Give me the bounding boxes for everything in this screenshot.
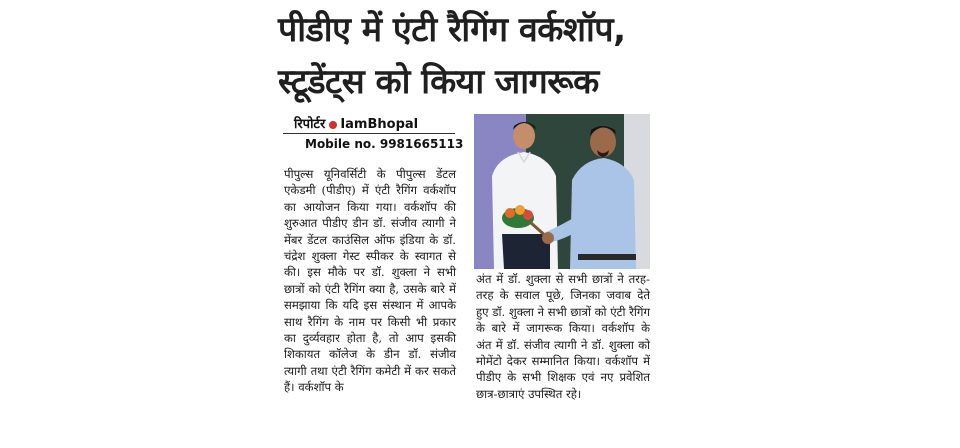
headline bbox=[278, 4, 658, 108]
article-column-1: पीपुल्स यूनिवर्सिटी के पीपुल्स डेंटल एकेडमी (पीडीए) में एंटी रैगिंग वर्कशॉप का आयोजन किया गया। वर्कशॉप की शुरुआत पीडीए डीन डॉ. संजीव त्यागी ने मेंबर डेंटल काउंसिल ऑफ इंडिया के डॉ. चंद्रेश शुक्ला गेस्ट स्पीकर के स्वागत से की। इस मौके पर डॉ. शुक्ला ने सभी छात्रों को एंटी रैगिंग क्या है, उसके बारे में समझाया कि यदि इस संस्थान में आपके साथ रैगिंग के नाम पर किसी भी प्रकार का दुर्व्यवहार होता है, तो आप इसकी शिकायत कॉलेज के डीन डॉ. संजीव त्यागी तथा एंटी रैगिंग कमेटी में कर सकते हैं। वर्कशॉप के bbox=[284, 167, 456, 395]
article-column-2: अंत में डॉ. शुक्ला से सभी छात्रों ने तरह-तरह के सवाल पूछे, जिनका जवाब देते हुए डॉ. शुक्ला ने सभी छात्रों को एंटी रैगिंग के बारे में जागरूक किया। वर्कशॉप के अंत में डॉ. संजीव त्यागी ने डॉ. शुक्ला को मोमेंटो देकर सम्मानित किया। वर्कशॉप में पीडीए के सभी शिक्षक एवं नए प्रवेशित छात्र-छात्राएं उपस्थित रहे। bbox=[476, 272, 650, 401]
headline-line-1: पीडीए में एंटी रैगिंग वर्कशॉप, bbox=[278, 10, 626, 50]
event-photo bbox=[474, 114, 650, 269]
byline-divider bbox=[283, 133, 455, 134]
red-dot-icon bbox=[329, 121, 337, 129]
byline bbox=[294, 114, 418, 132]
mobile-number: Mobile no. 9981665113 bbox=[305, 137, 464, 151]
headline-line-2: स्टूडेंट्स को किया जागरूक bbox=[278, 62, 599, 102]
byline-label: रिपोर्टर bbox=[294, 117, 326, 132]
byline-source: IamBhopal bbox=[340, 117, 419, 132]
